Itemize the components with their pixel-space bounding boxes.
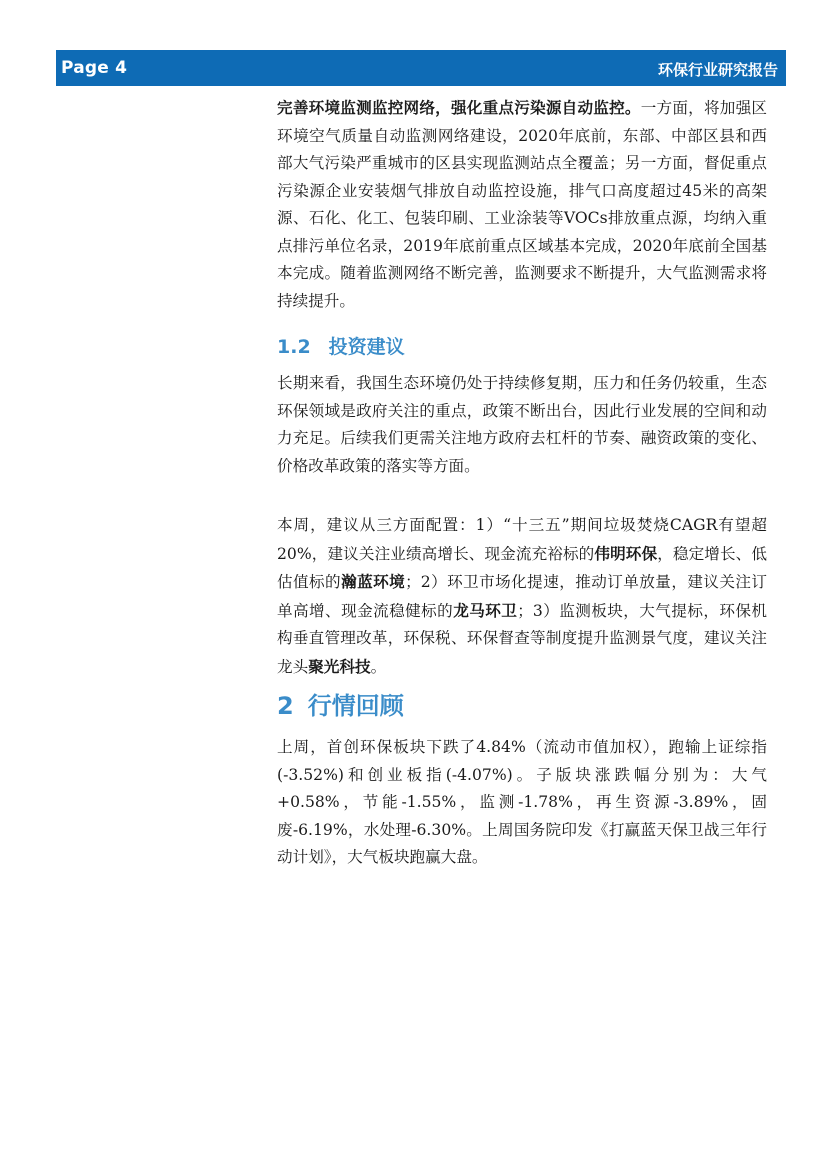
page-number-label: Page 4: [61, 58, 128, 78]
stock-focused-photonics: 聚光科技: [308, 656, 371, 676]
section-heading-investment: [277, 332, 405, 359]
section-title: 投资建议: [328, 336, 405, 358]
recommendation-text: 本周，建议从三方面配置：1）“十三五”期间垃圾焚烧CAGR有望超20%，建议关注业绩高增长、现金流充裕标的: [277, 516, 767, 563]
stock-longma: 龙马环卫: [453, 600, 518, 620]
recommendation-text: 。: [370, 657, 387, 676]
section-number: 1.2: [277, 336, 311, 358]
paragraph-weekly-recommendation: [277, 512, 767, 681]
report-title: 环保行业研究报告: [657, 61, 778, 79]
paragraph-market-review: 上周，首创环保板块下跌了4.84%（流动市值加权），跑输上证综指(-3.52%)和创业板指(-4.07%)。子版块涨跌幅分别为：大气+0.58%，节能-1.55%，监测-1.78%，再生资源-3.89%，固废-6.19%，水处理-6.30%。上周国务院印发《打赢蓝天保卫战三年行动计划》，大气板块跑赢大盘。: [277, 738, 767, 866]
recommendation-text: ；3）监测板块，大气提标，环保机构垂直管理改革，环保税、环保督查等制度提升监测景气度，建议关注龙头: [277, 601, 767, 676]
paragraph-text: 一方面，将加强区环境空气质量自动监测网络建设，2020年底前，东部、中部区县和西部大气污染严重城市的区县实现监测站点全覆盖；另一方面，督促重点污染源企业安装烟气排放自动监控设施，排气口高度超过45米的高架源、石化、化工、包装印刷、工业涂装等VOCs排放重点源，均纳入重点排污单位名录，2019年底前重点区域基本完成，2020年底前全国基本完成。随着监测网络不断完善，监测要求不断提升，大气监测需求将持续提升。: [277, 99, 767, 310]
recommendation-text: ；2）环卫市场化提速，推动订单放量，建议关注订单高增、现金流稳健标的: [277, 573, 767, 620]
stock-grandblue: 瀚蓝环境: [341, 572, 406, 591]
section-number: 2: [277, 692, 294, 720]
stock-weiming: 伟明环保: [594, 543, 658, 563]
paragraph-monitoring-network: [277, 94, 767, 315]
paragraph-long-term-view: 长期来看，我国生态环境仍处于持续修复期，压力和任务仍较重，生态环保领域是政府关注的重点，政策不断出台，因此行业发展的空间和动力充足。后续我们更需关注地方政府去杠杆的节奏、融资政策的变化、价格改革政策的落实等方面。: [277, 374, 767, 475]
section-title: 行情回顾: [307, 692, 404, 720]
recommendation-text: ，稳定增长、低估值标的: [277, 544, 767, 591]
page-header-bar: [56, 50, 786, 86]
section-heading-market-review: [277, 686, 404, 721]
paragraph-bold-lead: 完善环境监测监控网络，强化重点污染源自动监控。: [277, 98, 641, 117]
